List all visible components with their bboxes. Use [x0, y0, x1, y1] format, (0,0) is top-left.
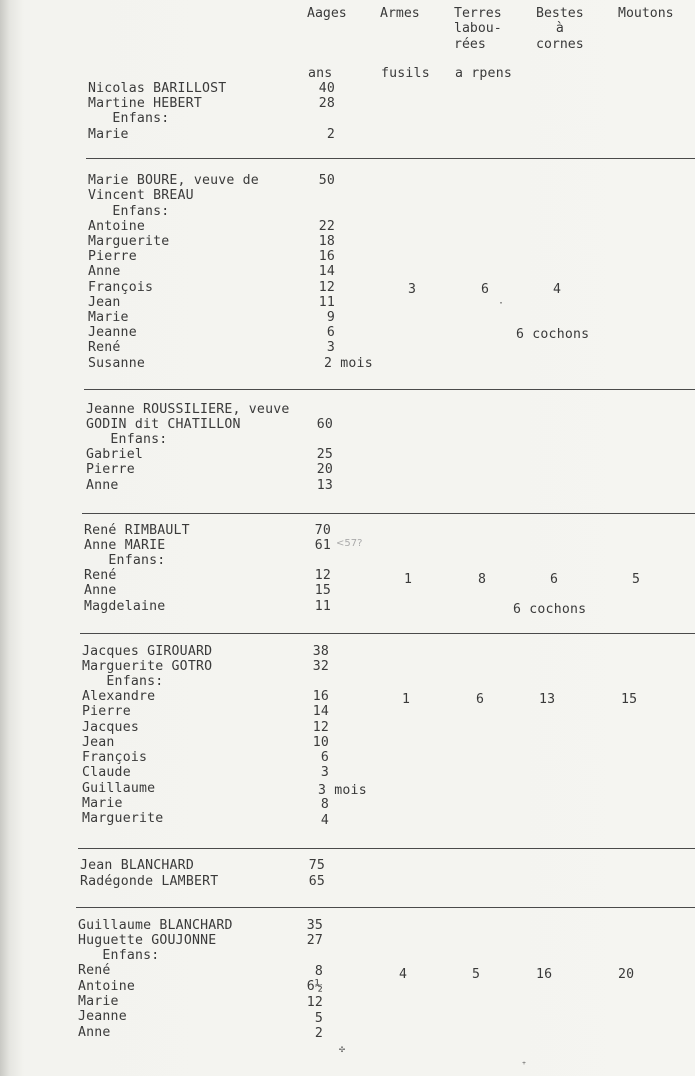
person-name: Marguerite — [88, 234, 170, 249]
person-name: Huguette GOUJONNE — [78, 933, 217, 948]
person-name: Marie — [88, 127, 129, 142]
person-age: 2 — [326, 127, 335, 142]
person-name: Anne — [88, 264, 121, 279]
person-age: 13 — [316, 478, 333, 493]
header-bestes: Bestes à cornes — [536, 6, 584, 52]
ink-mark: ⁺ — [521, 1060, 528, 1071]
person-name: Jean BLANCHARD — [80, 858, 194, 873]
person-age: 27 — [306, 933, 323, 948]
person-name: Radégonde LAMBERT — [80, 874, 219, 889]
person-name: Marguerite — [82, 811, 164, 826]
person-age: 2 — [314, 1026, 323, 1041]
person-name: Jeanne — [78, 1009, 127, 1024]
person-age: 4 — [320, 813, 329, 828]
person-age: 22 — [318, 219, 335, 234]
person-age: 60 — [316, 417, 333, 432]
person-age: 6½ — [306, 979, 323, 994]
person-name: René — [78, 963, 111, 978]
person-name: Jeanne ROUSSILIERE, veuve — [86, 402, 290, 417]
moutons-value: 5 — [632, 572, 641, 587]
person-name: Gabriel — [86, 447, 143, 462]
person-name: Jean — [88, 295, 121, 310]
person-age: 10 — [312, 735, 329, 750]
person-age: 5 — [314, 1011, 323, 1026]
person-name: Marie — [88, 310, 129, 325]
person-name: Jacques — [82, 720, 139, 735]
enfans-label: Enfans: — [78, 948, 160, 963]
person-age: 6 — [320, 750, 329, 765]
family-separator — [82, 513, 695, 514]
person-age: 14 — [312, 704, 329, 719]
person-age: 38 — [312, 644, 329, 659]
person-age: 25 — [316, 447, 333, 462]
person-age: 15 — [314, 583, 331, 598]
person-name: François — [82, 750, 148, 765]
person-age: 2 mois — [324, 356, 373, 371]
person-name: Vincent BREAU — [88, 188, 194, 203]
terres-value: 6 — [476, 692, 485, 707]
moutons-value: 20 — [618, 967, 635, 982]
person-age: 14 — [318, 264, 335, 279]
unit-fusils: fusils — [381, 66, 430, 81]
person-name: Jacques GIROUARD — [82, 644, 213, 659]
enfans-label: Enfans: — [84, 553, 166, 568]
family-separator — [80, 633, 695, 634]
person-age: 75 — [308, 858, 325, 873]
family-separator — [78, 848, 695, 849]
person-name: René — [88, 340, 121, 355]
person-name: Guillaume BLANCHARD — [78, 918, 233, 933]
armes-value: 1 — [402, 692, 411, 707]
person-name: Susanne — [88, 356, 145, 371]
person-age: 11 — [314, 599, 331, 614]
person-name: Antoine — [78, 979, 135, 994]
person-name: Pierre — [86, 462, 135, 477]
person-name: Anne MARIE — [84, 538, 166, 553]
person-age: 8 — [320, 797, 329, 812]
person-age: 12 — [306, 995, 323, 1010]
person-age: 65 — [308, 874, 325, 889]
person-age: 3 mois — [318, 783, 367, 798]
cochons-value: 6 cochons — [513, 602, 587, 617]
person-name: René RIMBAULT — [84, 523, 190, 538]
armes-value: 3 — [408, 282, 417, 297]
family-separator — [84, 389, 695, 390]
armes-value: 4 — [399, 967, 408, 982]
person-name: François — [88, 280, 154, 295]
person-age: 12 — [314, 568, 331, 583]
person-age: 18 — [318, 234, 335, 249]
person-age: 3 — [320, 765, 329, 780]
person-name: Jeanne — [88, 325, 137, 340]
person-name: GODIN dit CHATILLON — [86, 417, 241, 432]
person-age: 12 — [312, 720, 329, 735]
header-aages: Aages — [307, 6, 347, 21]
armes-value: 1 — [404, 572, 413, 587]
person-name: Marie — [78, 994, 119, 1009]
bestes-value: 6 — [550, 572, 559, 587]
person-age: 70 — [314, 523, 331, 538]
enfans-label: Enfans: — [88, 111, 170, 126]
family-separator — [76, 907, 695, 908]
person-name: René — [84, 568, 117, 583]
person-name: Marguerite GOTRO — [82, 659, 213, 674]
header-terres: Terres labou- rées — [454, 6, 502, 52]
person-age: 61 — [314, 538, 331, 553]
person-age: 16 — [312, 689, 329, 704]
enfans-label: Enfans: — [82, 674, 164, 689]
person-age: 9 — [326, 310, 335, 325]
ink-dot: · — [498, 298, 505, 309]
person-age: 3 — [326, 340, 335, 355]
terres-value: 5 — [472, 967, 481, 982]
person-name: Anne — [84, 583, 117, 598]
person-age: 35 — [306, 918, 323, 933]
bestes-value: 13 — [539, 692, 556, 707]
person-age: 50 — [318, 173, 335, 188]
person-age: 6 — [326, 325, 335, 340]
unit-ans: ans — [308, 66, 333, 81]
person-age: 11 — [318, 295, 335, 310]
terres-value: 6 — [481, 282, 490, 297]
header-armes: Armes — [380, 6, 420, 21]
person-name: Marie BOURE, veuve de — [88, 173, 259, 188]
person-age: 12 — [318, 280, 335, 295]
person-name: Alexandre — [82, 689, 156, 704]
person-age: 8 — [314, 964, 323, 979]
enfans-label: Enfans: — [86, 432, 168, 447]
person-age: 28 — [318, 96, 335, 111]
ink-mark: ✣ — [339, 1044, 346, 1055]
unit-arpens: a rpens — [455, 66, 512, 81]
person-name: Anne — [86, 478, 119, 493]
person-age: 20 — [316, 462, 333, 477]
enfans-label: Enfans: — [88, 204, 170, 219]
moutons-value: 15 — [621, 692, 638, 707]
person-name: Pierre — [88, 249, 137, 264]
person-name: Antoine — [88, 219, 145, 234]
bestes-value: 16 — [536, 967, 553, 982]
family-separator — [86, 158, 695, 159]
terres-value: 8 — [478, 572, 487, 587]
person-name: Jean — [82, 735, 115, 750]
person-name: Claude — [82, 765, 131, 780]
person-name: Nicolas BARILLOST — [88, 81, 227, 96]
header-moutons: Moutons — [618, 6, 674, 21]
person-name: Guillaume — [82, 781, 156, 796]
person-name: Martine HEBERT — [88, 96, 202, 111]
cochons-value: 6 cochons — [516, 327, 590, 342]
bestes-value: 4 — [553, 282, 562, 297]
person-age: 40 — [318, 81, 335, 96]
person-name: Anne — [78, 1025, 111, 1040]
person-age: 16 — [318, 249, 335, 264]
person-age: 32 — [312, 659, 329, 674]
person-name: Pierre — [82, 704, 131, 719]
pencil-annotation: <57? — [336, 538, 363, 549]
person-name: Magdelaine — [84, 599, 166, 614]
person-name: Marie — [82, 796, 123, 811]
